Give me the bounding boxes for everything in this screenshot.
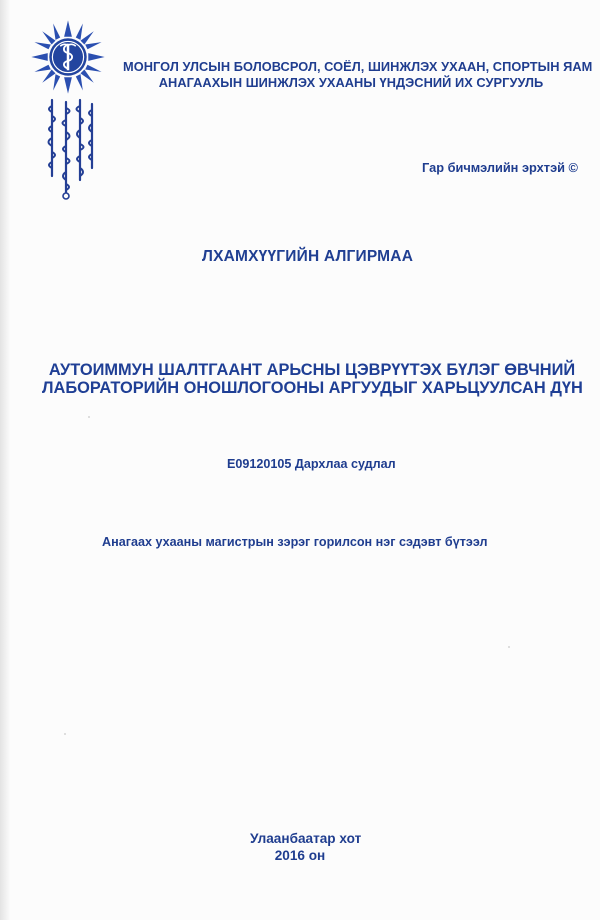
university-logo-icon [29, 18, 107, 96]
paper-speck [88, 416, 90, 418]
city-name: Улаанбаатар хот [250, 831, 362, 846]
paper-speck [508, 646, 510, 648]
specialty-code: E09120105 Дархлаа судлал [227, 457, 396, 471]
paper-speck [64, 733, 66, 735]
university-name: АНАГААХЫН ШИНЖЛЭХ УХААНЫ ҮНДЭСНИЙ ИХ СУРГУУЛЬ [158, 75, 544, 90]
publication-year: 2016 он [274, 848, 326, 863]
author-name: ЛХАМХҮҮГИЙН АЛГИРМАА [202, 248, 414, 265]
place-and-year [250, 830, 362, 864]
ministry-name: МОНГОЛ УЛСЫН БОЛОВСРОЛ, СОЁЛ, ШИНЖЛЭХ УХААН, СПОРТЫН ЯАМ [123, 59, 593, 74]
mongolian-script-emblem [42, 96, 98, 200]
thesis-title [42, 361, 582, 397]
institution-heading [123, 59, 593, 91]
thesis-title-line-2: ЛАБОРАТОРИЙН ОНОШЛОГООНЫ АРГУУДЫГ ХАРЬЦУУЛСАН ДҮН [42, 379, 583, 397]
thesis-title-line-1: АУТОИММУН ШАЛТГААНТ АРЬСНЫ ЦЭВРҮҮТЭХ БҮЛЭГ ӨВЧНИЙ [48, 361, 576, 379]
copyright-notice: Гар бичмэлийн эрхтэй © [422, 160, 578, 175]
page-edge-shadow [0, 0, 10, 920]
degree-statement: Анагаах ухааны магистрын зэрэг горилсон нэг сэдэвт бүтээл [102, 535, 488, 549]
